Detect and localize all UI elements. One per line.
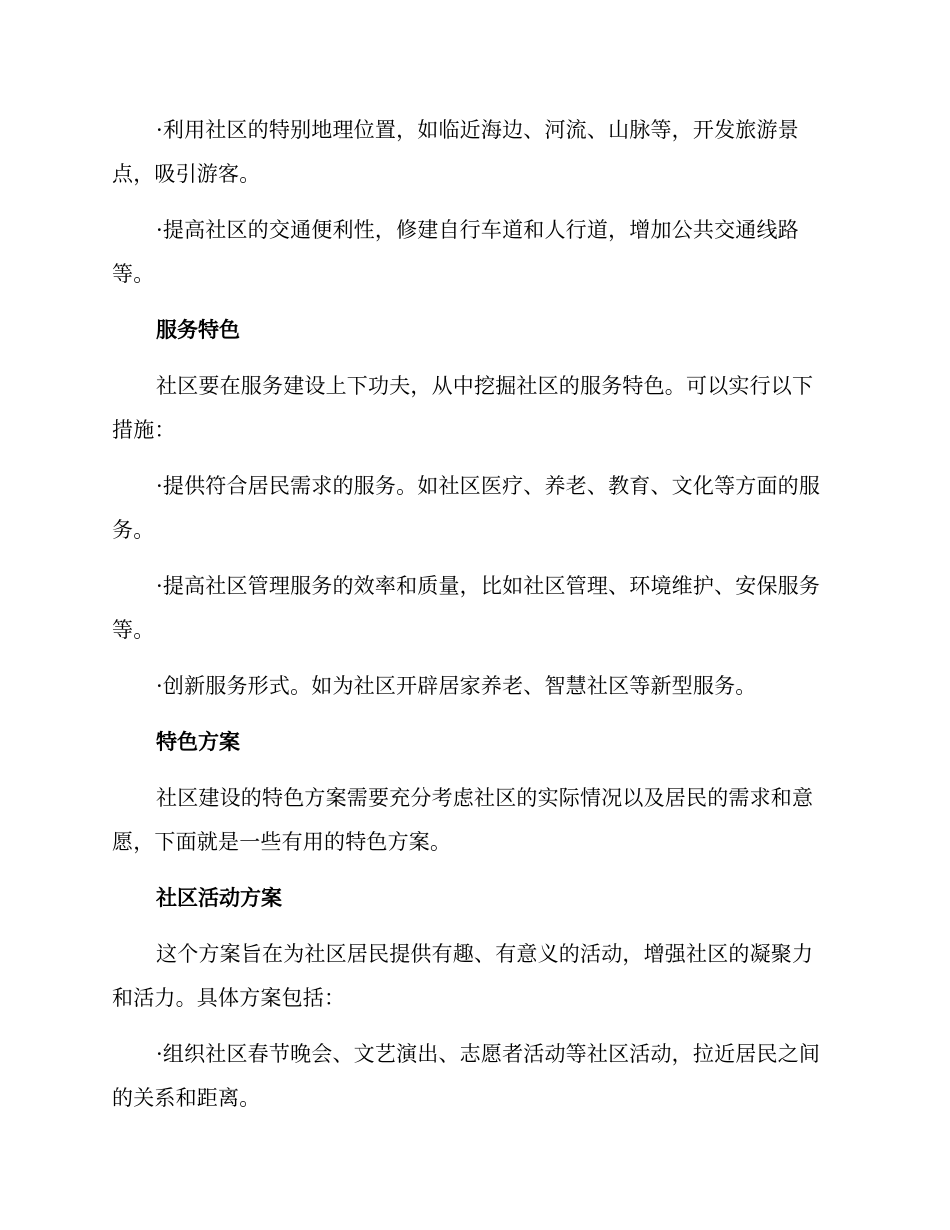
bullet-tourism-paragraph: ·利用社区的特别地理位置，如临近海边、河流、山脉等，开发旅游景点，吸引游客。 (112, 118, 799, 186)
bullet-management-efficiency-paragraph: ·提高社区管理服务的效率和质量，比如社区管理、环境维护、安保服务等。 (112, 574, 821, 642)
feature-plans-intro-paragraph: 社区建设的特色方案需要充分考虑社区的实际情况以及居民的需求和意愿，下面就是一些有用的特色方案。 (112, 786, 814, 854)
section-heading-community-activities: 社区活动方案 (156, 886, 282, 910)
bullet-resident-services-paragraph: ·提供符合居民需求的服务。如社区医疗、养老、教育、文化等方面的服务。 (112, 474, 821, 542)
bullet-transport-paragraph: ·提高社区的交通便利性，修建自行车道和人行道，增加公共交通线路等。 (112, 218, 799, 286)
activities-intro-paragraph: 这个方案旨在为社区居民提供有趣、有意义的活动，增强社区的凝聚力和活力。具体方案包括： (112, 942, 814, 1010)
document-page (112, 108, 834, 1132)
section-heading-service-features: 服务特色 (156, 318, 240, 342)
section-heading-feature-plans: 特色方案 (156, 730, 240, 754)
service-intro-paragraph: 社区要在服务建设上下功夫，从中挖掘社区的服务特色。可以实行以下措施： (112, 374, 814, 442)
bullet-activities-paragraph: ·组织社区春节晚会、文艺演出、志愿者活动等社区活动，拉近居民之间的关系和距离。 (112, 1042, 821, 1110)
bullet-innovative-services-paragraph: ·创新服务形式。如为社区开辟居家养老、智慧社区等新型服务。 (156, 674, 757, 698)
